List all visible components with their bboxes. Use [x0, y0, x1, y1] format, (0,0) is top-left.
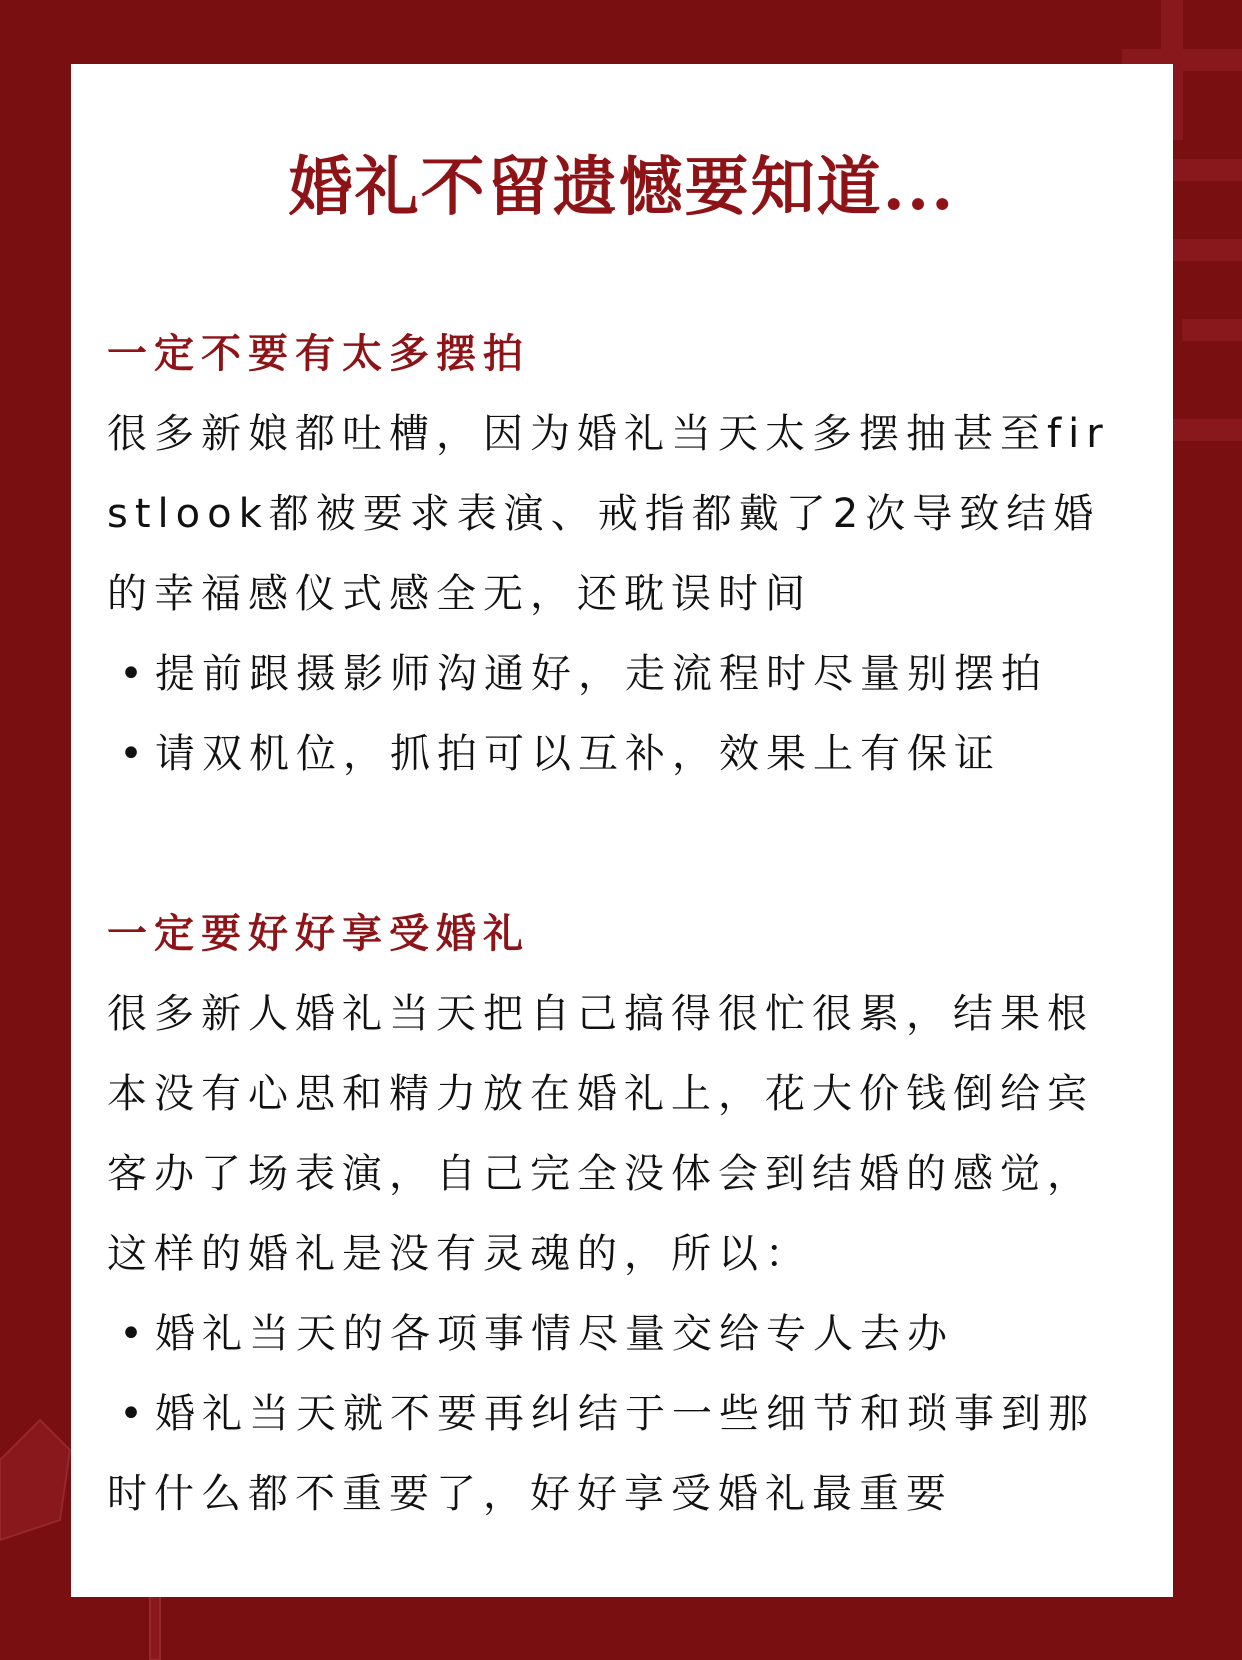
bullet-dot-icon: •: [119, 731, 143, 777]
section-enjoy-wedding: [107, 894, 1137, 1534]
section-paragraph: 很多新娘都吐槽，因为婚礼当天太多摆抽甚至firstlook都被要求表演、戒指都戴了2次导致结婚的幸福感仪式感全无，还耽误时间: [107, 411, 1110, 617]
page-title: 婚礼不留遗憾要知道...: [288, 150, 956, 225]
bullet-dot-icon: •: [119, 1311, 143, 1357]
list-item-text: 婚礼当天就不要再纠结于一些细节和琐事到那时什么都不重要了，好好享受婚礼最重要: [107, 1391, 1095, 1517]
list-item: [107, 714, 1137, 794]
list-item-text: 提前跟摄影师沟通好，走流程时尽量别摆拍: [155, 651, 1048, 697]
tips-list: [107, 1294, 1137, 1534]
bullet-dot-icon: •: [119, 651, 143, 697]
list-item-text: 婚礼当天的各项事情尽量交给专人去办: [155, 1311, 954, 1357]
section-heading: 一定要好好享受婚礼: [107, 911, 530, 957]
tips-list: [107, 634, 1137, 794]
section-avoid-posed-shots: [107, 314, 1137, 794]
bullet-dot-icon: •: [119, 1391, 143, 1437]
content-card: [71, 64, 1173, 1597]
section-paragraph: 很多新人婚礼当天把自己搞得很忙很累，结果根本没有心思和精力放在婚礼上，花大价钱倒给宾客办了场表演，自己完全没体会到结婚的感觉，这样的婚礼是没有灵魂的，所以：: [107, 991, 1094, 1277]
list-item: [107, 1374, 1137, 1534]
list-item: [107, 634, 1137, 714]
section-heading: 一定不要有太多摆拍: [107, 331, 530, 377]
list-item-text: 请双机位，抓拍可以互补，效果上有保证: [155, 731, 1001, 777]
list-item: [107, 1294, 1137, 1374]
